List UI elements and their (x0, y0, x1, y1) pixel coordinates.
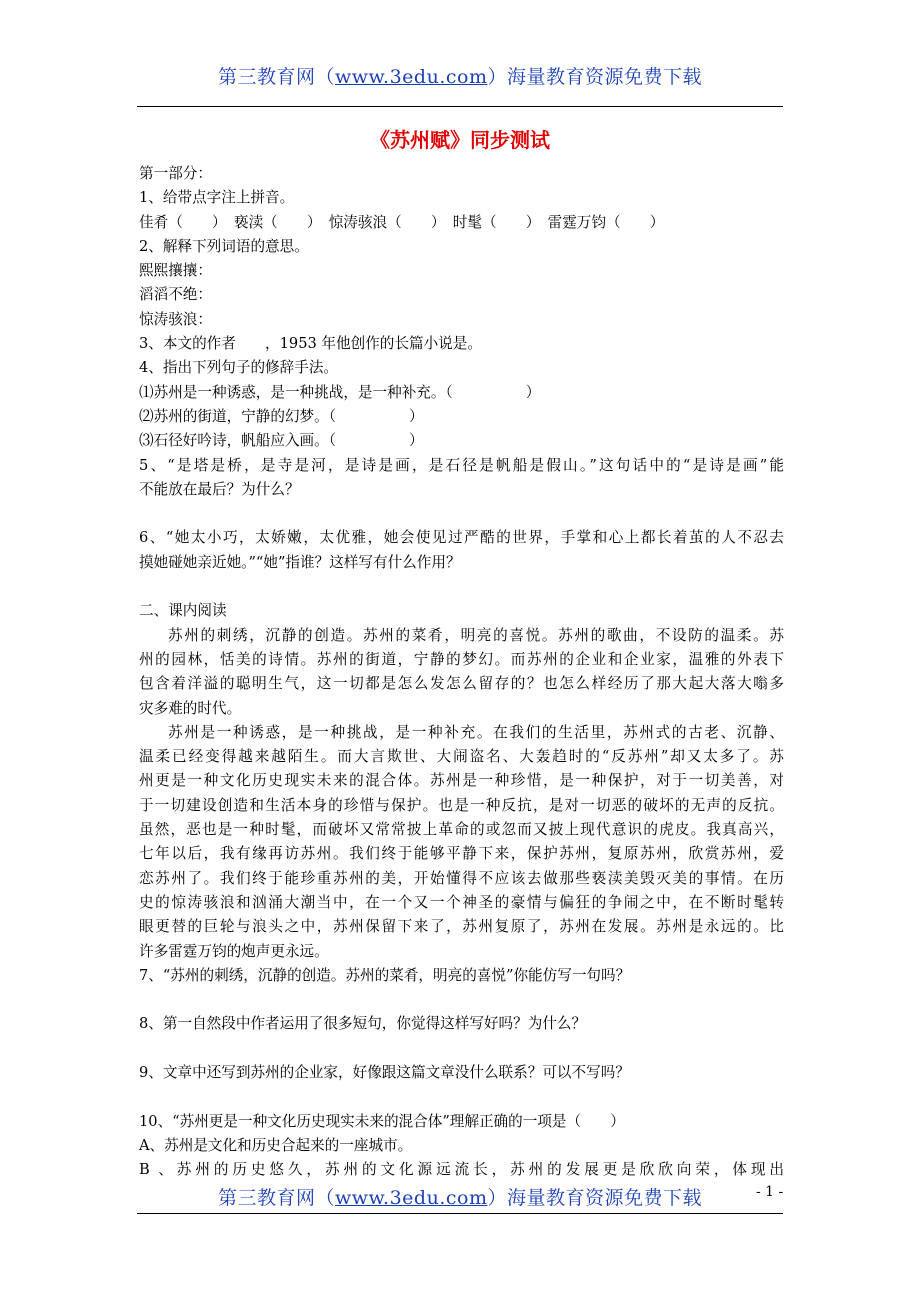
question-4: 4、指出下列句子的修辞手法。 (139, 359, 339, 377)
option-a: A、苏州是文化和历史合起来的一座城市。 (139, 1136, 413, 1154)
section-heading: 二、课内阅读 (139, 602, 227, 620)
answer-space (139, 988, 784, 1012)
answer-space (139, 1037, 784, 1061)
passage-line: 苏州的刺绣，沉静的创造。苏州的菜肴，明亮的喜悦。苏州的歌曲，不设防的温柔。苏 (168, 626, 784, 644)
passage-line: 灾多难的时代。 (139, 699, 242, 717)
passage-line: 州的园林，恬美的诗情。苏州的街道，宁静的梦幻。而苏州的企业和企业家，温雅的外表下 (139, 650, 784, 668)
question-2: 2、解释下列词语的意思。 (139, 237, 309, 255)
question-2-term: 滔滔不绝： (139, 286, 212, 304)
footer-site-name: 第三教育网（ (218, 1187, 336, 1209)
question-9: 9、文章中还写到苏州的企业家，好像跟这篇文章没什么联系？可以不写吗？ (139, 1063, 630, 1081)
section-heading: 第一部分： (139, 165, 212, 182)
question-1: 1、给带点字注上拼音。 (139, 189, 295, 207)
answer-space (139, 502, 784, 526)
header-site-name: 第三教育网（ (218, 66, 336, 88)
answer-space (139, 575, 784, 599)
passage-line: 恋苏州了。我们终于能珍重苏州的美，开始懂得不应该去做那些亵渎美毁灭美的事情。在历 (139, 869, 784, 887)
document-body (139, 162, 784, 1182)
question-4-item: ⑵苏州的街道，宁静的幻梦。（ ） (139, 407, 424, 425)
passage-line: 温柔已经变得越来越陌生。而大言欺世、大闹盗名、大轰趋时的“反苏州”却又太多了。苏 (139, 748, 784, 766)
page-header (0, 62, 920, 89)
passage-line: 许多雷霆万钧的炮声更永远。 (139, 942, 329, 960)
header-tagline: ）海量教育资源免费下载 (487, 66, 702, 88)
question-8: 8、第一自然段中作者运用了很多短句，你觉得这样写好吗？为什么？ (139, 1015, 587, 1033)
passage-line: 眼更替的巨轮与浪头之中，苏州保留下来了，苏州复原了，苏州在发展。苏州是永远的。比 (139, 918, 784, 936)
question-3: 3、本文的作者 ，1953 年他创作的长篇小说是。 (139, 335, 482, 353)
passage-line: 州更是一种文化历史现实未来的混合体。苏州是一种珍惜，是一种保护，对于一切美善，对 (139, 772, 784, 790)
question-6-continued: 摸她碰她亲近她。”“她”指谁？这样写有什么作用？ (139, 553, 461, 571)
question-10: 10、“苏州更是一种文化历史现实未来的混合体”理解正确的一项是（ ） (139, 1112, 625, 1130)
question-6: 6、“她太小巧，太娇嫩，太优雅，她会使见过严酷的世界，手掌和心上都长着茧的人不忍去 (139, 529, 784, 547)
footer-divider (137, 1213, 783, 1214)
passage-line: 包含着洋溢的聪明生气，这一切都是怎么发怎么留存的？也怎么样经历了那大起大落大嗡多 (139, 675, 784, 693)
footer-url-link[interactable]: www.3edu.com (335, 1187, 488, 1209)
question-5: 5、“是塔是桥，是寺是河，是诗是画，是石径是帆船是假山。”这句话中的“是诗是画”能 (139, 456, 784, 474)
footer-tagline: ）海量教育资源免费下载 (487, 1187, 702, 1209)
option-b: B 、苏州的历史悠久，苏州的文化源远流长，苏州的发展更是欣欣向荣，体现出 (139, 1161, 784, 1179)
passage-line: 七年以后，我有缘再访苏州。我们终于能够平静下来，保护苏州，复原苏州，欣赏苏州，爱 (139, 845, 784, 863)
answer-space (139, 1085, 784, 1109)
header-divider (137, 106, 783, 107)
question-4-item: ⑴苏州是一种诱惑，是一种挑战，是一种补充。（ ） (139, 383, 541, 401)
question-1-items: 佳肴（ ） 亵渎（ ） 惊涛骇浪（ ） 时髦（ ） 雷霆万钧（ ） (139, 213, 665, 231)
header-url-link[interactable]: www.3edu.com (335, 66, 488, 88)
page-number: - 1 - (756, 1184, 784, 1200)
passage-line: 于一切建设创造和生活本身的珍惜与保护。也是一种反抗，是对一切恶的破坏的无声的反抗。 (139, 796, 784, 814)
question-4-item: ⑶石径好吟诗，帆船应入画。（ ） (139, 432, 424, 450)
question-7: 7、“苏州的刺绣，沉静的创造。苏州的菜肴，明亮的喜悦”你能仿写一句吗？ (139, 966, 631, 984)
question-2-term: 惊涛骇浪： (139, 310, 212, 328)
document-title: 《苏州赋》同步测试 (370, 128, 550, 152)
question-2-term: 熙熙攘攘： (139, 262, 212, 280)
passage-line: 苏州是一种诱惑，是一种挑战，是一种补充。在我们的生活里，苏州式的古老、沉静、 (168, 723, 784, 741)
question-5-continued: 不能放在最后？为什么？ (139, 480, 300, 498)
passage-line: 虽然，恶也是一种时髦，而破坏又常常披上革命的或忽而又披上现代意识的虎皮。我真高兴， (139, 821, 784, 839)
passage-line: 史的惊涛骇浪和汹涌大潮当中，在一个又一个神圣的豪情与偏狂的争闹之中，在不断时髦转 (139, 893, 784, 911)
